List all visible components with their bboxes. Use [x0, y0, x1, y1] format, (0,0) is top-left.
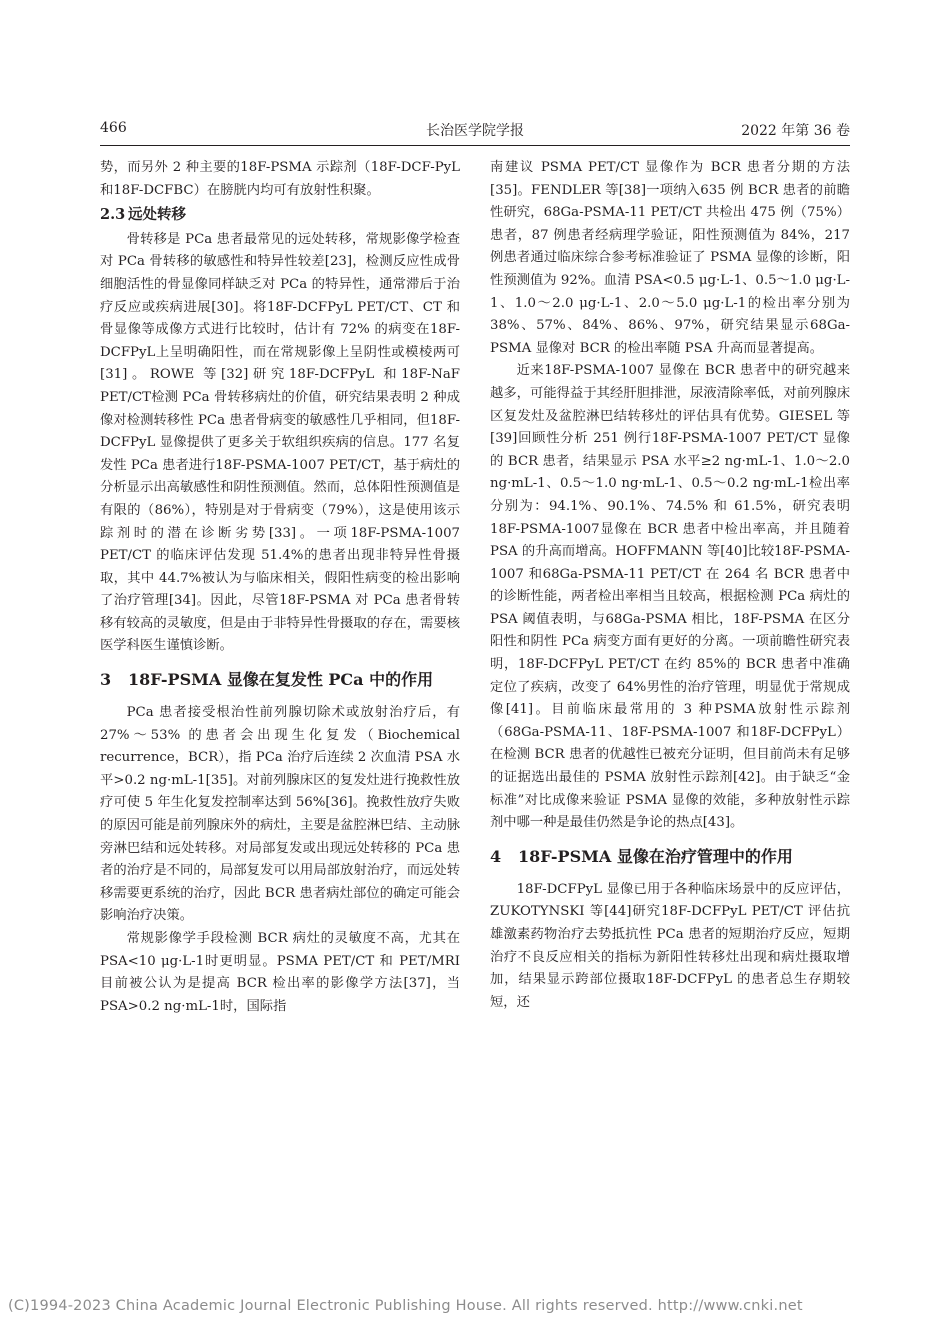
- journal-name: 长治医学院学报: [426, 123, 524, 139]
- copyright-footer: (C)1994-2023 China Academic Journal Electronic Publishing House. All rights reserved. http://www.cnki.net: [8, 1298, 803, 1314]
- section-number: 4: [490, 846, 502, 866]
- section-title: 远处转移: [128, 206, 186, 224]
- running-header: [100, 116, 850, 142]
- page-number: 466: [100, 120, 127, 136]
- paragraph-bone-metastasis: 骨转移是 PCa 患者最常见的远处转移，常规影像学检查对 PCa 骨转移的敏感性和特异性较差[23]，检测反应性成骨细胞活性的骨显像同样缺乏对 PCa 的特异性，通常滞后于治疗反应或疾病进展[30]。将18F-DCFPyL PET/CT、CT 和骨显像等成像方式进行比较时，估计有 72% 的病变在18F-DCFPyL上呈明确阳性，而在常规影像上呈阴性或模棱两可[31]。ROWE 等[32]研究18F-DCFPyL 和18F-NaF PET/CT检测 PCa 骨转移病灶的价值，研究结果表明 2 种成像对检测转移性 PCa 患者骨病变的敏感性几乎相同，但18F-DCFPyL 显像提供了更多关于软组织疾病的信息。177 名复发性 PCa 患者进行18F-PSMA-1007 PET/CT，基于病灶的分析显示出高敏感性和阴性预测值。然而，总体阳性预测值是有限的（86%），特别是对于骨病变（79%），这是使用该示踪剂时的潜在诊断劣势[33]。一项18F-PSMA-1007 PET/CT 的临床评估发现 51.4%的患者出现非特异性骨摄取，其中 44.7%被认为与临床相关，假阳性病变的检出影响了治疗管理[34]。因此，尽管18F-PSMA 对 PCa 患者骨转移有较高的灵敏度，但是由于非特异性骨摄取的存在，需要核医学科医生谨慎诊断。: [100, 231, 460, 654]
- section-number: 3: [100, 670, 112, 690]
- left-column: [100, 157, 460, 1018]
- volume-info: 2022 年第 36 卷: [741, 123, 850, 139]
- section-2-3-heading: [100, 204, 460, 227]
- section-3-heading: [100, 668, 460, 692]
- header-rule: [100, 145, 850, 146]
- paragraph-bcr-intro: PCa 患者接受根治性前列腺切除术或放射治疗后，有 27%～53% 的患者会出现生化复发（Biochemical recurrence，BCR），指 PCa 治疗后连续 2 次血清 PSA 水平>0.2 ng·mL-1[35]。对前列腺床区的复发灶进行挽救性放疗可使 5 年生化复发控制率达到 56%[36]。挽救性放疗失败的原因可能是前列腺床外的病灶，主要是盆腔淋巴结、主动脉旁淋巴结和远处转移。对局部复发或出现远处转移的 PCa 患者的治疗是不同的，局部复发可以用局部放射治疗，而远处转移需要更系统的治疗，因此 BCR 患者病灶部位的确定可能会影响治疗决策。: [100, 705, 460, 924]
- section-number: 2.3: [100, 206, 126, 224]
- paragraph-treatment-management: 18F-DCFPyL 显像已用于各种临床场景中的反应评估，ZUKOTYNSKI 等[44]研究18F-DCFPyL PET/CT 评估抗雄激素药物治疗去势抵抗性 PCa 患者的短期治疗反应，短期治疗不良反应相关的指标为新阳性转移灶出现和病灶摄取增加，结果显示跨部位摄取18F-DCFPyL 的患者总生存期较短，还: [490, 881, 850, 1010]
- section-title: 18F-PSMA 显像在治疗管理中的作用: [518, 846, 793, 866]
- paragraph-bcr-imaging: 常规影像学手段检测 BCR 病灶的灵敏度不高，尤其在 PSA<10 μg·L-1时更明显。PSMA PET/CT 和 PET/MRI 目前被公认为是提高 BCR 检出率的影像学方法[37]，当 PSA>0.2 ng·mL-1时，国际指: [100, 931, 460, 1014]
- paragraph-continued: 势，而另外 2 种主要的18F-PSMA 示踪剂（18F-DCF-PyL 和18F-DCFBC）在膀胱内均可有放射性积聚。: [100, 160, 460, 198]
- section-4-heading: [490, 845, 850, 869]
- right-column: [490, 157, 850, 1014]
- paragraph-continued: 南建议 PSMA PET/CT 显像作为 BCR 患者分期的方法[35]。FENDLER 等[38]一项纳入635 例 BCR 患者的前瞻性研究，68Ga-PSMA-11 PET/CT 共检出 475 例（75%）患者，87 例患者经病理学验证，阳性预测值为 84%，217 例患者通过临床综合参考标准验证了 PSMA 显像的诊断，阳性预测值为 92%。血清 PSA<0.5 μg·L-1、0.5～1.0 μg·L-1、1.0～2.0 μg·L-1、2.0～5.0 μg·L-1的检出率分别为 38%、57%、84%、86%、97%，研究结果显示68Ga-PSMA 显像对 BCR 的检出率随 PSA 升高而显著提高。: [490, 160, 850, 356]
- section-title: 18F-PSMA 显像在复发性 PCa 中的作用: [128, 670, 434, 690]
- paragraph-psma-1007: 近来18F-PSMA-1007 显像在 BCR 患者中的研究越来越多，可能得益于其经肝胆排泄，尿液清除率低，对前列腺床区复发灶及盆腔淋巴结转移灶的评估具有优势。GIESEL 等[39]回顾性分析 251 例行18F-PSMA-1007 PET/CT 显像的 BCR 患者，结果显示 PSA 水平≥2 ng·mL-1、1.0～2.0 ng·mL-1、0.5～1.0 ng·mL-1、0.5～0.2 ng·mL-1检出率分别为：94.1%、90.1%、74.5% 和 61.5%，研究表明18F-PSMA-1007显像在 BCR 患者中检出率高，并且随着 PSA 的升高而增高。HOFFMANN 等[40]比较18F-PSMA-1007 和68Ga-PSMA-11 PET/CT 在 264 名 BCR 患者中的诊断性能，两者检出率相当且较高，根据检测 PCa 病灶的 PSA 阈值表明，与68Ga-PSMA 相比，18F-PSMA 在区分阳性和阴性 PCa 病变方面有更好的分离。一项前瞻性研究表明，18F-DCFPyL PET/CT 在约 85%的 BCR 患者中准确定位了疾病，改变了 64%男性的治疗管理，明显优于常规成像[41]。目前临床最常用的 3 种PSMA放射性示踪剂（68Ga-PSMA-11、18F-PSMA-1007 和18F-DCFPyL）在检测 BCR 患者的优越性已被充分证明，但目前尚未有足够的证据选出最佳的 PSMA 放射性示踪剂[42]。由于缺乏“金标准”对比成像来验证 PSMA 显像的效能，多种放射性示踪剂中哪一种是最佳仍然是争论的热点[43]。: [490, 363, 850, 831]
